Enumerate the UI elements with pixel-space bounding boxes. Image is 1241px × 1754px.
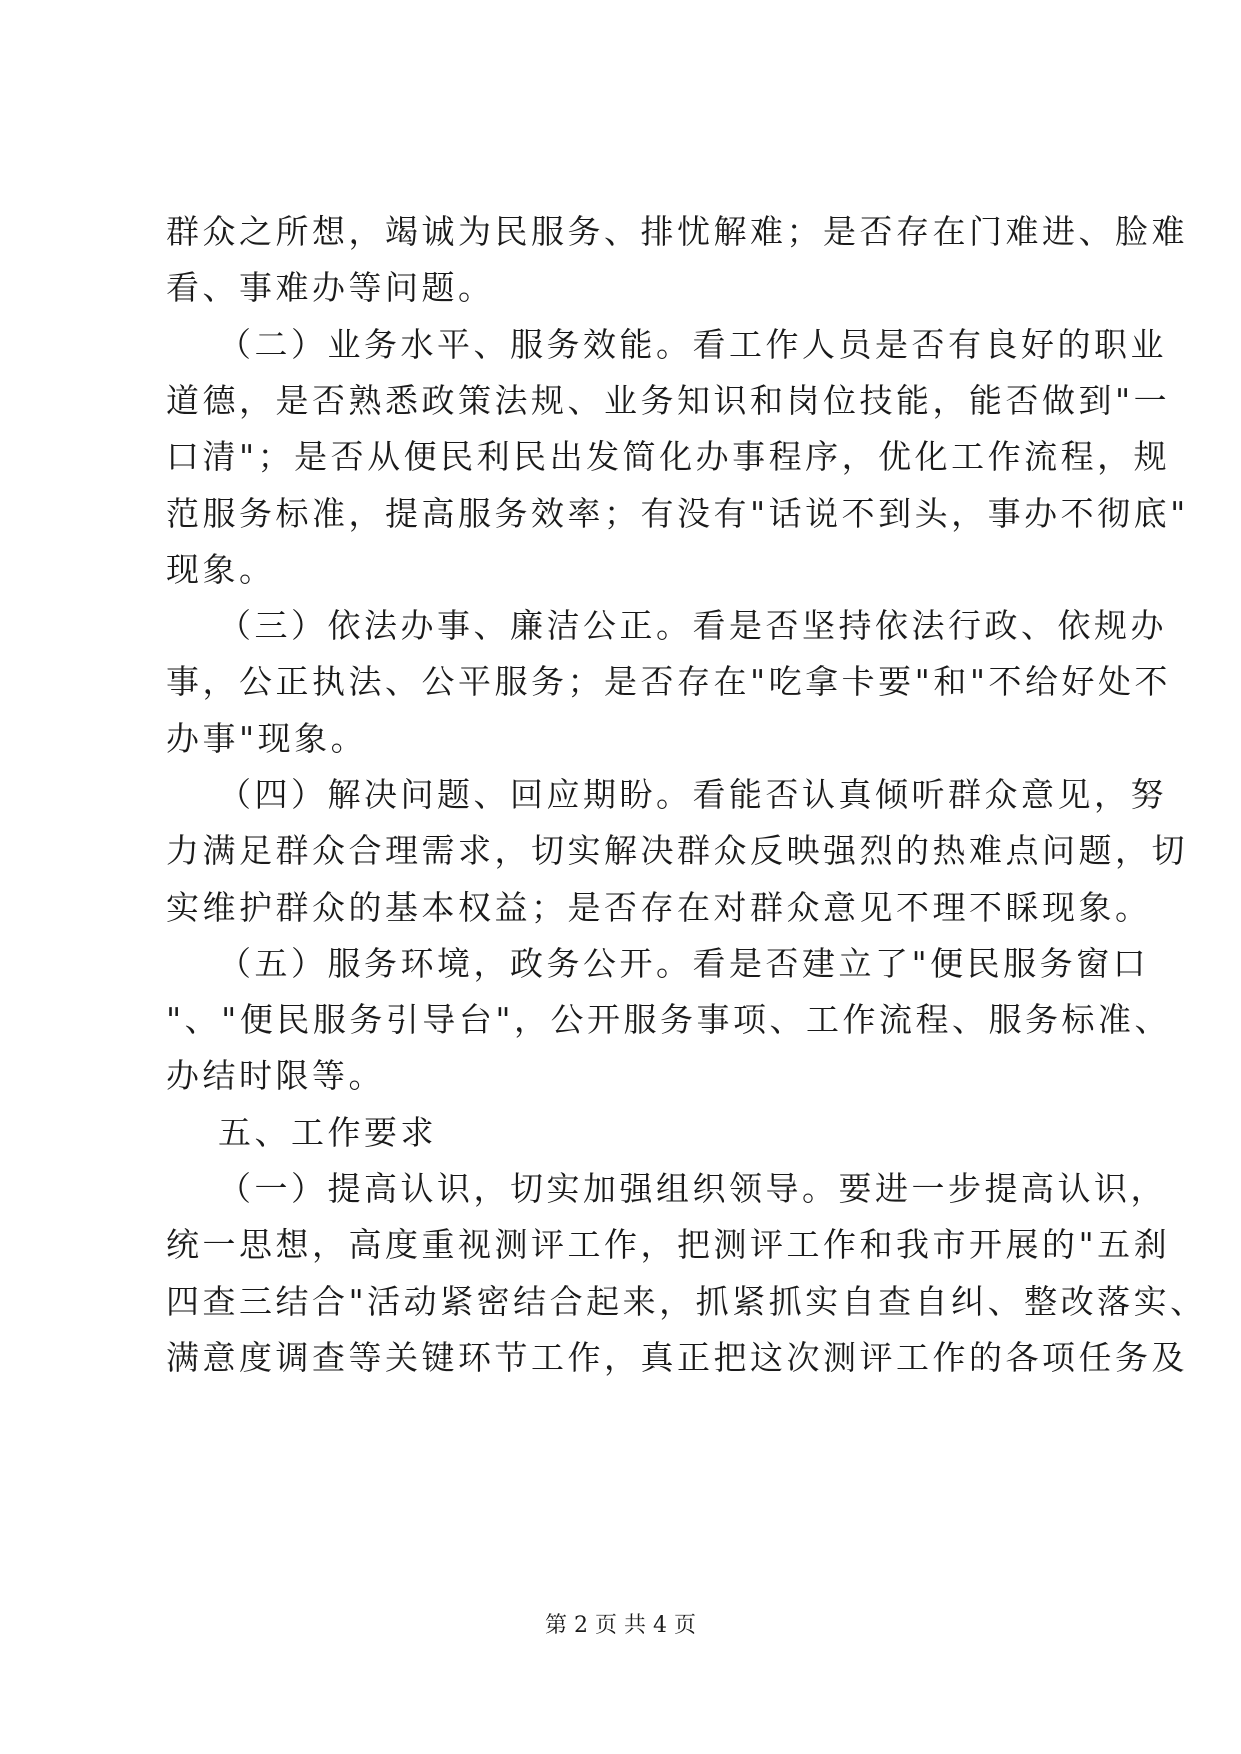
body-text-line: （一）提高认识，切实加强组织领导。要进一步提高认识， — [218, 1169, 1167, 1208]
body-text-line: 力满足群众合理需求，切实解决群众反映强烈的热难点问题，切 — [166, 831, 1188, 870]
body-text-line: （三）依法办事、廉洁公正。看是否坚持依法行政、依规办 — [218, 606, 1167, 645]
body-text-line: 事，公正执法、公平服务；是否存在"吃拿卡要"和"不给好处不 — [166, 662, 1172, 701]
body-text-line: 满意度调查等关键环节工作，真正把这次测评工作的各项任务及 — [166, 1338, 1188, 1377]
body-text-line: 四查三结合"活动紧密结合起来，抓紧抓实自查自纠、整改落实、 — [166, 1282, 1207, 1321]
body-text-line: 办结时限等。 — [166, 1056, 385, 1095]
body-text-line: 看、事难办等问题。 — [166, 268, 495, 307]
body-text-line: 统一思想，高度重视测评工作，把测评工作和我市开展的"五刹 — [166, 1225, 1171, 1264]
section-heading: 五、工作要求 — [218, 1113, 437, 1152]
page-number-footer: 第 2 页 共 4 页 — [545, 1613, 696, 1638]
body-text-line: 道德，是否熟悉政策法规、业务知识和岗位技能，能否做到"一 — [166, 381, 1171, 420]
body-text-line: （五）服务环境，政务公开。看是否建立了"便民服务窗口 — [218, 944, 1150, 983]
body-text-line: "、"便民服务引导台"，公开服务事项、工作流程、服务标准、 — [166, 1000, 1172, 1039]
body-text-line: （四）解决问题、回应期盼。看能否认真倾听群众意见，努 — [218, 775, 1167, 814]
body-text-line: 群众之所想，竭诚为民服务、排忧解难；是否存在门难进、脸难 — [166, 212, 1188, 251]
body-text-line: 办事"现象。 — [166, 719, 368, 758]
body-text-line: 口清"；是否从便民利民出发简化办事程序，优化工作流程，规 — [166, 437, 1171, 476]
body-text-line: 实维护群众的基本权益；是否存在对群众意见不理不睬现象。 — [166, 888, 1152, 927]
body-text-line: （二）业务水平、服务效能。看工作人员是否有良好的职业 — [218, 325, 1167, 364]
body-text-line: 范服务标准，提高服务效率；有没有"话说不到头，事办不彻底" — [166, 494, 1189, 533]
body-text-line: 现象。 — [166, 550, 276, 589]
